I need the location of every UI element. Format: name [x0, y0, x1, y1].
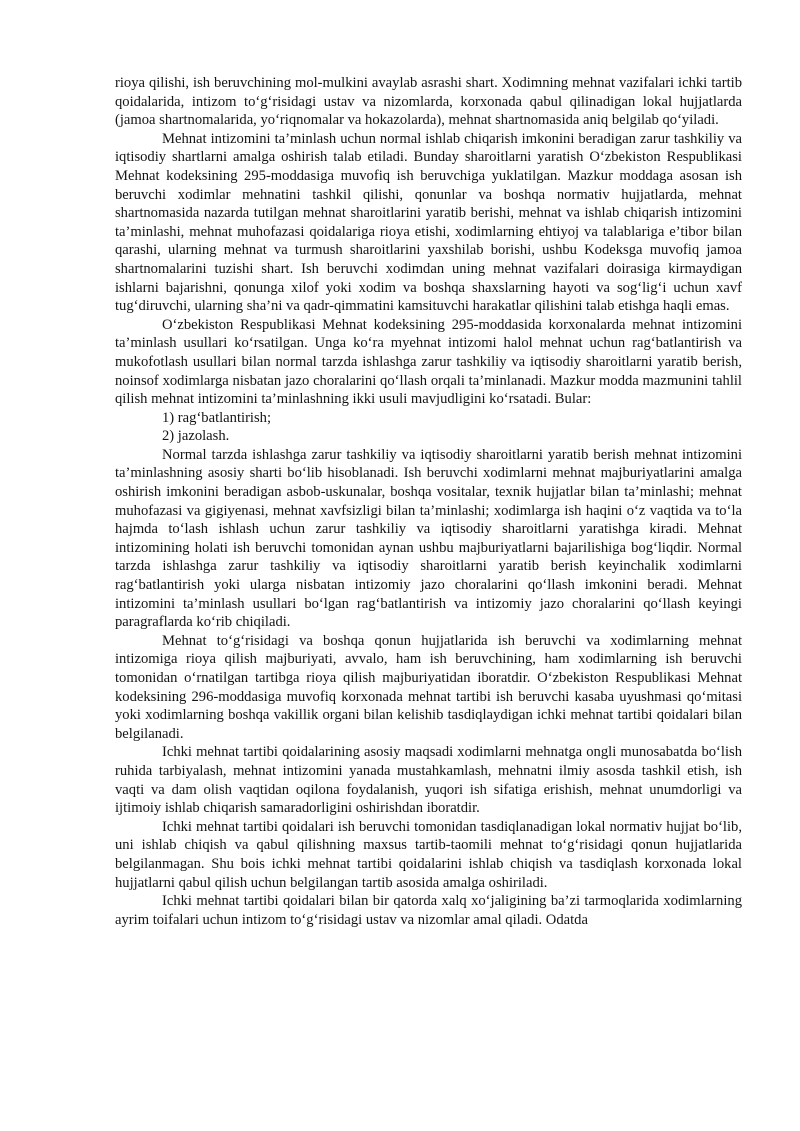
- document-page: [115, 74, 742, 929]
- paragraph: Ichki mehnat tartibi qoidalari bilan bir qatorda xalq xo‘jaligining ba’zi tarmoqlarida xodimlarning ayrim toifalari uchun intizom to‘g‘risidagi ustav va nizomlar amal qiladi. Odatda: [115, 893, 742, 928]
- paragraph: Ichki mehnat tartibi qoidalarining asosiy maqsadi xodimlarni mehnatga ongli munosabatda bo‘lish ruhida tarbiyalash, mehnat intizomini yanada mustahkamlash, mehnatni ilmiy asosda tashkil etish, ish vaqti va dam olish vaqtidan oqilona foydalanish, yuqori ish sifatiga erishish, mehnat unumdorligi va ijtimoiy ishlab chiqarish samaradorligini oshirishdan iboratdir.: [115, 744, 742, 817]
- paragraph: Ichki mehnat tartibi qoidalari ish beruvchi tomonidan tasdiqlanadigan lokal normativ hujjat bo‘lib, uni ishlab chiqish va qabul qilishning maxsus tartib-taomili mehnat to‘g‘risidagi qonun hujjatlarida belgilanmagan. Shu bois ichki mehnat tartibi qoidalarini ishlab chiqish va tasdiqlash korxonada lokal hujjatlarni qabul qilish uchun belgilangan tartib asosida amalga oshiriladi.: [115, 818, 742, 891]
- paragraph: rioya qilishi, ish beruvchining mol-mulkini avaylab asrashi shart. Xodimning mehnat vazifalari ichki tartib qoidalarida, intizom to‘g‘risidagi ustav va nizomlarda, korxonada qabul qilinadigan lokal hujjatlarda (jamoa shartnomalarida, yo‘riqnomalar va hokazolarda), mehnat shartnomasida aniq belgilab qo‘yiladi.: [115, 75, 742, 129]
- list-item: 1) rag‘batlantirish;: [162, 409, 272, 426]
- paragraph: Normal tarzda ishlashga zarur tashkiliy va iqtisodiy sharoitlarni yaratib berish mehnat intizomini ta’minlashning asosiy sharti bo‘lib hisoblanadi. Ish beruvchi xodimlarni mehnat majburiyatlarini amalga oshirish imkonini beradigan asbob-uskunalar, boshqa vositalar, texnik hujjatlar bilan ta’minlashi; mehnat muhofazasi va gigiyenasi, mehnat xavfsizligi bilan ta’minlashi; xodimlarga ish haqini o‘z vaqtida va to‘la hajmda to‘lash ishlash uchun zarur tashkiliy va iqtisodiy sharoitlarni yaratishga kiradi. Mehnat intizomining holati ish beruvchi tomonidan aynan ushbu majburiyatlarni bajarilishiga bog‘liqdir. Normal tarzda ishlashga zarur tashkiliy va iqtisodiy sharoitlarni yaratib berish keyinchalik xodimlarni rag‘batlantirish yoki ularga nisbatan intizomiy jazo choralarini qo‘llash imkonini beradi. Mehnat intizomini ta’minlash usullari bo‘lgan rag‘batlantirish va intizomiy jazo choralarini qo‘llash keyingi paragraflarda ko‘rib chiqiladi.: [115, 446, 742, 631]
- paragraph: O‘zbekiston Respublikasi Mehnat kodeksining 295-moddasida korxonalarda mehnat intizomini ta’minlash usullari ko‘rsatilgan. Unga ko‘ra myehnat intizomi halol mehnat uchun rag‘batlantirish va mukofotlash usullari bilan normal tarzda ishlashga zarur tashkiliy va iqtisodiy sharoitlarni yaratib berish, noinsof xodimlarga nisbatan jazo choralarini qo‘llash orqali ta’minlanadi. Mazkur modda mazmunini tahlil qilish mehnat intizomini ta’minlashning ikki usuli mavjudligini ko‘rsatadi. Bular:: [115, 316, 742, 408]
- paragraph: Mehnat intizomini ta’minlash uchun normal ishlab chiqarish imkonini beradigan zarur tashkiliy va iqtisodiy shartlarni amalga oshirish talab etiladi. Bunday sharoitlarni yaratish O‘zbekiston Respublikasi Mehnat kodeksining 295-moddasiga muvofiq ish beruvchiga yuklatilgan. Mazkur moddaga asosan ish beruvchi xodimlar mehnatini tashkil qilishi, qonunlar va boshqa normativ hujjatlarda, mehnat shartnomasida nazarda tutilgan mehnat sharoitlarini yaratib berishi, mehnat va ishlab chiqarish intizomini ta’minlashi, mehnat muhofazasi qoidalariga rioya etishi, xodimlarning ehtiyoj va talablariga e’tibor bilan qarashi, ularning mehnat va turmush sharoitlarini yaxshilab borishi, ushbu Kodeksga muvofiq jamoa shartnomalarini tuzishi shart. Ish beruvchi xodimdan uning mehnat vazifalari doirasiga kirmaydigan ishlarni bajarishni, qonunga xilof yoki xodim va boshqa shaxslarning hayoti va sog‘lig‘i uchun xavf tug‘diruvchi, ularning sha’ni va qadr-qimmatini kamsituvchi harakatlar qilishini talab etishga haqli emas.: [115, 130, 742, 315]
- list-item: 2) jazolash.: [162, 428, 230, 445]
- paragraph: Mehnat to‘g‘risidagi va boshqa qonun hujjatlarida ish beruvchi va xodimlarning mehnat intizomiga rioya qilish majburiyati, avvalo, ham ish beruvchining, ham xodimlarning ish beruvchi tomonidan o‘rnatilgan tartibga rioya qilish majburiyatidan iboratdir. O‘zbekiston Respublikasi Mehnat kodeksining 296-moddasiga muvofiq korxonada mehnat tartibi ish beruvchi kasaba uyushmasi qo‘mitasi yoki xodimlarning boshqa vakillik organi bilan kelishib tasdiqlaydigan ichki mehnat tartibi qoidalari bilan belgilanadi.: [115, 632, 742, 742]
